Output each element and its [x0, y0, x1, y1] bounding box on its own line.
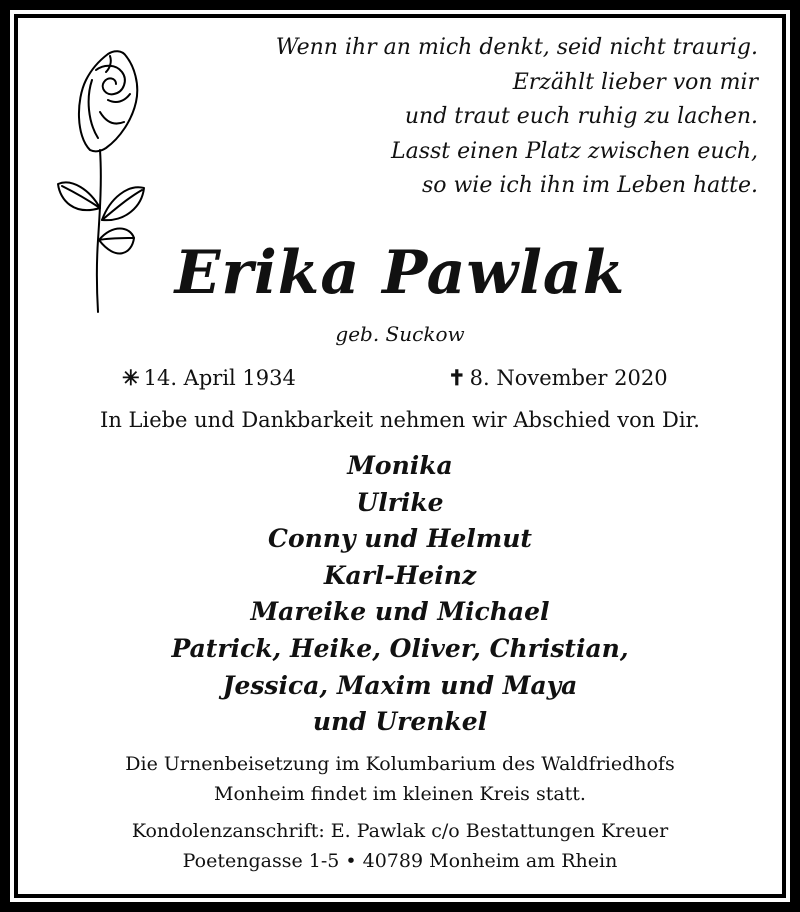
condolence-address-line: Kondolenzanschrift: E. Pawlak c/o Bestattungen Kreuer — [131, 820, 669, 842]
mourner-item: Ulrike — [356, 487, 444, 517]
burial-notice-line: Monheim findet im kleinen Kreis statt. — [214, 783, 586, 805]
condolence-address — [0, 816, 800, 876]
burial-notice-line: Die Urnenbeisetzung im Kolumbarium des Waldfriedhofs — [125, 753, 675, 775]
death-date — [448, 365, 668, 390]
birth-name: geb. Suckow — [335, 322, 465, 346]
mourner-item: Jessica, Maxim und Maya — [222, 670, 578, 700]
mourner-item: und Urenkel — [312, 707, 488, 737]
death-date-text: 8. November 2020 — [469, 366, 668, 390]
mourner-item: Monika — [347, 451, 453, 480]
poem-line: so wie ich ihn im Leben hatte. — [421, 173, 758, 198]
mourner-item: Karl-Heinz — [323, 560, 477, 590]
poem-line: Erzählt lieber von mir — [512, 69, 758, 95]
deceased-name: Erika Pawlak — [174, 238, 626, 308]
birth-star-icon: ✳ — [122, 365, 140, 390]
poem-line: Wenn ihr an mich denkt, seid nicht traurig. — [275, 35, 758, 60]
mourner-item: Conny und Helmut — [268, 524, 532, 554]
poem — [158, 31, 758, 204]
mourners-list — [0, 448, 800, 741]
death-cross-icon: ✝ — [448, 365, 466, 390]
birth-date — [122, 365, 296, 390]
farewell-text: In Liebe und Dankbarkeit nehmen wir Abschied von Dir. — [100, 408, 700, 432]
poem-line: und traut euch ruhig zu lachen. — [404, 104, 758, 129]
burial-notice — [0, 749, 800, 809]
condolence-address-line: Poetengasse 1-5 • 40789 Monheim am Rhein — [182, 850, 618, 872]
mourner-item: Mareike und Michael — [250, 597, 550, 627]
birth-date-text: 14. April 1934 — [143, 366, 296, 390]
mourner-item: Patrick, Heike, Oliver, Christian, — [171, 633, 629, 663]
poem-line: Lasst einen Platz zwischen euch, — [390, 138, 758, 164]
